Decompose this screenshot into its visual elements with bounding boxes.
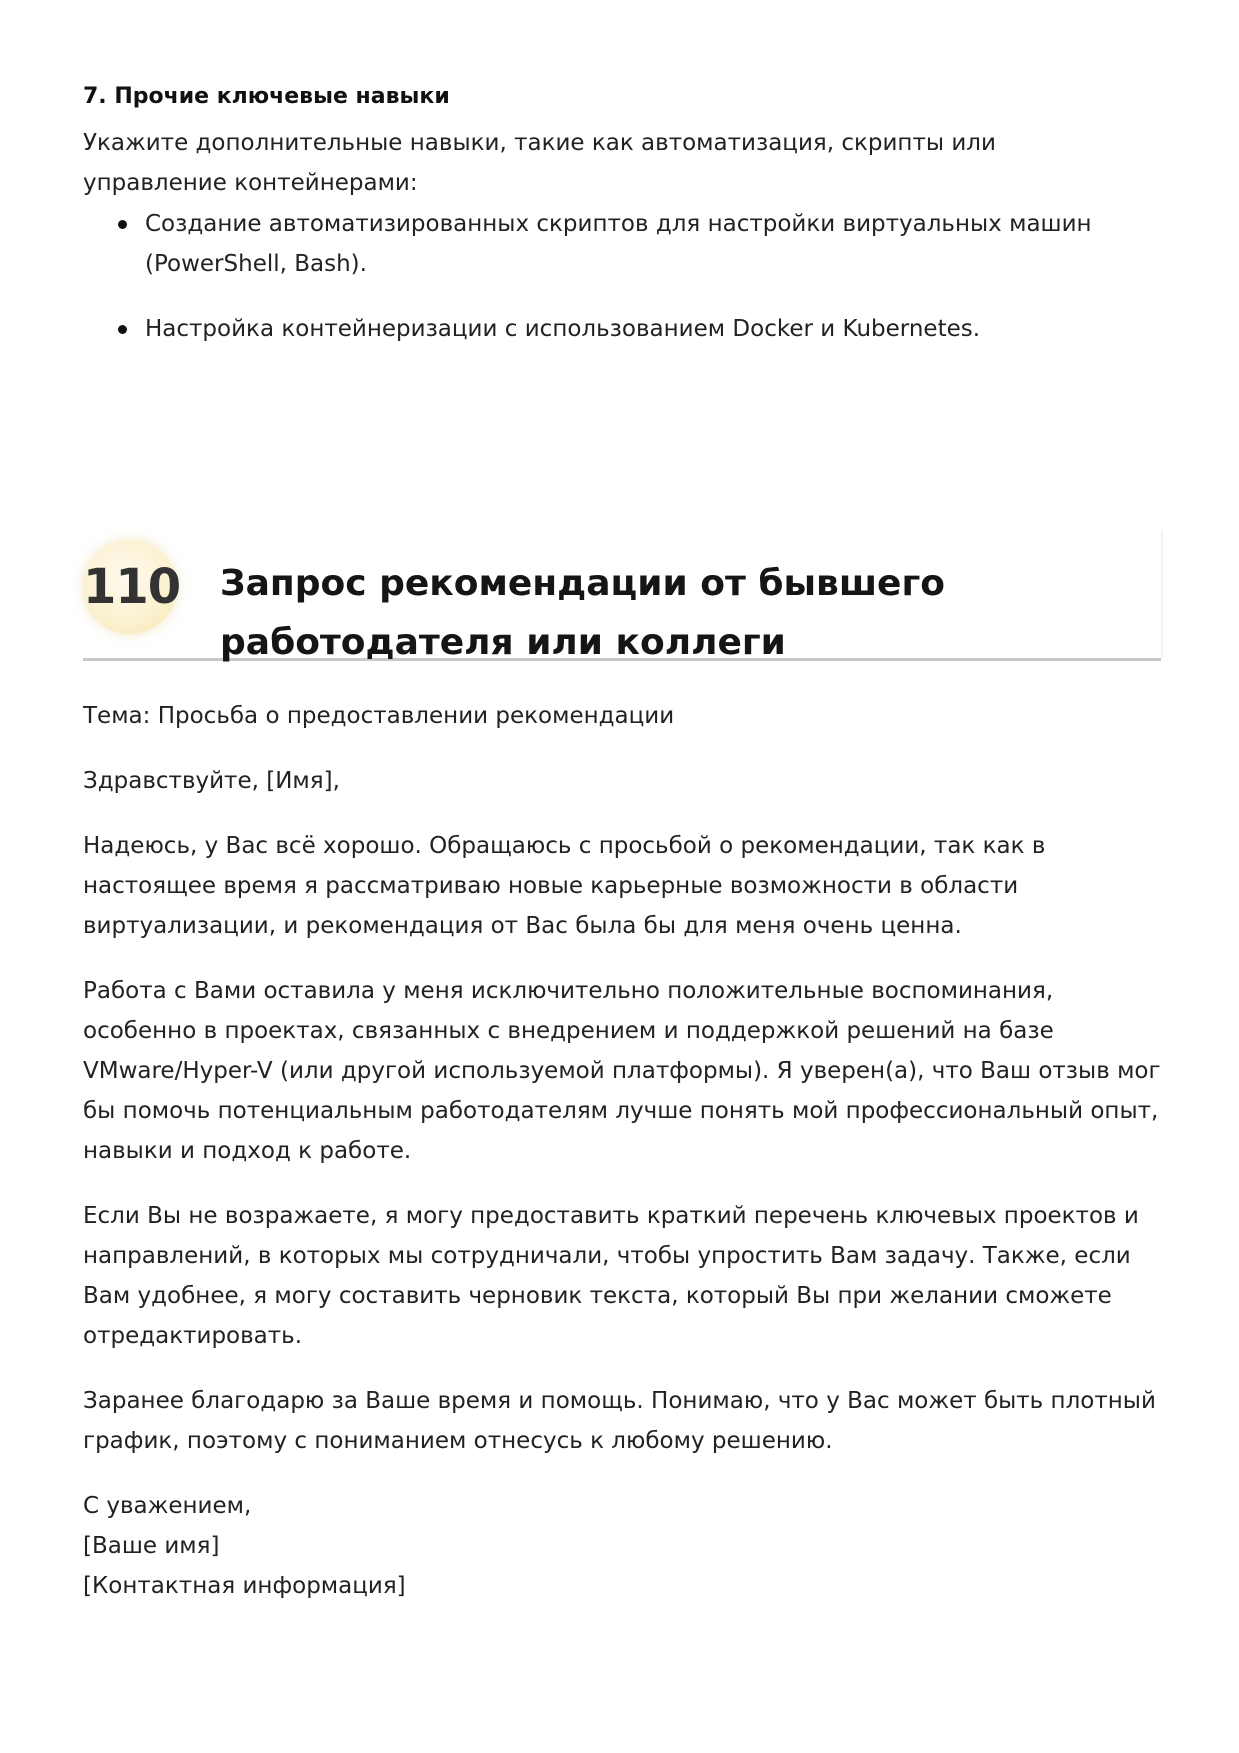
letter-closing <box>83 1486 1161 1606</box>
letter-paragraph: Заранее благодарю за Ваше время и помощь. Понимаю, что у Вас может быть плотный график, поэтому с пониманием отнесусь к любому решению. <box>83 1388 1156 1454</box>
template-number-badge: 110 <box>83 540 177 634</box>
letter-subject: Тема: Просьба о предоставлении рекомендации <box>83 703 675 729</box>
document-page <box>83 0 1161 1753</box>
list-item-text: Создание автоматизированных скриптов для настройки виртуальных машин (PowerShell, Bash). <box>145 211 1092 277</box>
bullet-dot-icon <box>118 325 127 334</box>
letter-paragraph: Надеюсь, у Вас всё хорошо. Обращаюсь с просьбой о рекомендации, так как в настоящее время я рассматриваю новые карьерные возможности в области виртуализации, и рекомендация от Вас была бы для меня очень ценна. <box>83 833 1046 939</box>
contact-placeholder: [Контактная информация] <box>83 1573 406 1599</box>
name-placeholder: [Ваше имя] <box>83 1533 220 1559</box>
sign-off: С уважением, <box>83 1493 252 1519</box>
letter-body <box>83 696 1161 1631</box>
section-intro: Укажите дополнительные навыки, такие как автоматизация, скрипты или управление контейнерами: <box>83 130 996 196</box>
letter-paragraph: Если Вы не возражаете, я могу предоставить краткий перечень ключевых проектов и направлений, в которых мы сотрудничали, чтобы упростить Вам задачу. Также, если Вам удобнее, я могу составить черновик текста, который Вы при желании сможете отредактировать. <box>83 1203 1139 1349</box>
letter-paragraph: Работа с Вами оставила у меня исключительно положительные воспоминания, особенно в проектах, связанных с внедрением и поддержкой решений на базе VMware/Hyper-V (или другой используемой платформы). Я уверен(а), что Ваш отзыв мог бы помочь потенциальным работодателям лучше понять мой профессиональный опыт, навыки и подход к работе. <box>83 978 1161 1164</box>
section-heading: 7. Прочие ключевые навыки <box>83 84 450 110</box>
letter-greeting: Здравствуйте, [Имя], <box>83 768 340 794</box>
template-title-block <box>83 530 1161 664</box>
list-item-text: Настройка контейнеризации с использованием Docker и Kubernetes. <box>145 316 981 342</box>
skills-list <box>83 204 1161 374</box>
template-title: Запрос рекомендации от бывшего работодателя или коллеги <box>220 563 946 664</box>
bullet-dot-icon <box>118 220 127 229</box>
list-item <box>83 309 1161 349</box>
list-item <box>83 204 1161 284</box>
